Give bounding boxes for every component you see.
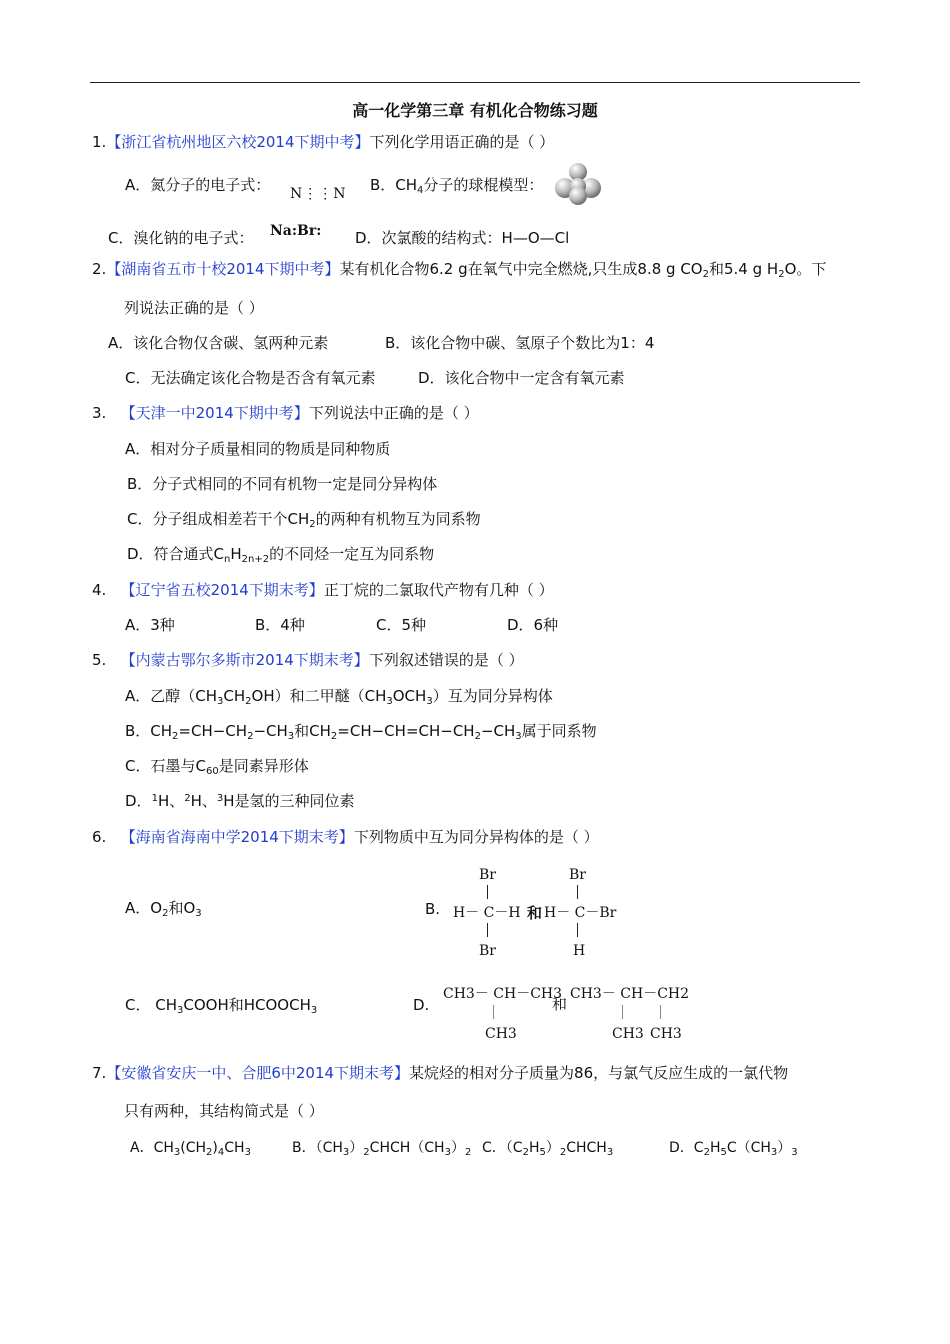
question-7-source: 【安徽省安庆一中、合肥6中2014下期末考】 [106,1064,410,1082]
question-4-option-d: D．6种 [507,616,559,634]
header-rule [90,82,860,83]
question-1-option-d: D．次氯酸的结构式：H—O—Cl [355,229,570,247]
structure-b-left-bot: Br [479,943,496,959]
question-1-stem: 1.【浙江省杭州地区六校2014下期中考】下列化学用语正确的是（ ） [92,133,555,151]
question-3-stem: 3. 【天津一中2014下期中考】下列说法中正确的是（ ） [92,404,479,422]
question-7-option-b: B．$(CH_3)_2CHCH(CH_3)_2$ [292,1140,472,1158]
question-7-option-d: D．$C_2H_5C(CH_3)_3$ [669,1140,798,1158]
structure-b-left-top: Br [479,867,496,883]
question-2-stem-line2: 列说法正确的是（ ） [124,299,264,317]
page-title: 高一化学第三章 有机化合物练习题 [352,101,598,120]
question-1-option-b: B．$CH_4$分子的球棍模型： [370,176,544,196]
question-7-stem-line2: 只有两种，其结构简式是（ ） [124,1102,324,1120]
structure-b-and: 和 [527,904,543,922]
question-2-option-b: B．该化合物中碳、氢原子个数比为1：4 [385,334,655,352]
question-5-source: 【内蒙古鄂尔多斯市2014下期末考】 [120,651,369,669]
structure-b-right-mid: H－ C－Br [544,905,617,921]
structure-d-left-main: CH3－ CH－CH3 [443,986,563,1002]
question-6-stem: 6. 【海南省海南中学2014下期末考】下列物质中互为同分异构体的是（ ） [92,828,599,846]
question-7-option-a: A．$CH_3(CH_2)_4CH_3$ [130,1140,251,1158]
question-3-option-b: B．分子式相同的不同有机物一定是同分异构体 [127,475,438,493]
question-2-stem: 2.【湖南省五市十校2014下期中考】某有机化合物6.2 g在氧气中完全燃烧,只生成8.8 g $CO_2$和5.4 g $H_2O$。下 [92,260,827,280]
question-3-option-d: D．符合通式$C_nH_{2n+2}$的不同烃一定互为同系物 [127,545,435,565]
question-6-option-a: A．$O_2$和$O_3$ [125,899,202,919]
bond-line [660,1005,661,1019]
question-7-option-c: C．$(C_2H_5)_2CHCH_3$ [482,1140,614,1158]
question-6-option-b-label: B. [425,900,441,918]
question-5-option-b: B．$CH_2=CH-CH_2-CH_3$和$CH_2=CH-CH=CH-CH_2-CH_3$属于同系物 [125,722,597,742]
question-5-stem: 5. 【内蒙古鄂尔多斯市2014下期末考】下列叙述错误的是（ ） [92,651,524,669]
bond-line [577,923,578,937]
structure-b-right-top: Br [569,867,586,883]
bond-line [493,1005,494,1019]
question-1-option-c: C．溴化钠的电子式： [108,229,254,247]
question-2-option-d: D．该化合物中一定含有氧元素 [418,369,625,387]
nitrogen-electron-formula: N⋮⋮N [290,186,347,202]
bond-line [622,1005,623,1019]
question-5-option-c: C．石墨与$C_{60}$是同素异形体 [125,757,309,777]
question-4-option-c: C．5种 [376,616,427,634]
question-1-source: 【浙江省杭州地区六校2014下期中考】 [106,133,370,151]
question-6-source: 【海南省海南中学2014下期末考】 [120,828,354,846]
question-6-option-c: C． $CH_3COOH$和$HCOOCH_3$ [125,996,318,1016]
sodium-bromide-electron-formula: Na:Br: [270,223,322,239]
question-3-source: 【天津一中2014下期中考】 [120,404,309,422]
question-7-stem: 7.【安徽省安庆一中、合肥6中2014下期末考】某烷烃的相对分子质量为86，与氯气反应生成的一氯代物 [92,1064,789,1082]
structure-d-right-branch-1: CH3 [612,1026,644,1042]
bond-line [577,885,578,899]
question-2-option-c: C．无法确定该化合物是否含有氧元素 [125,369,376,387]
question-5-option-a: A．乙醇$(CH_3CH_2OH)$和二甲醚$(CH_3OCH_3)$互为同分异构体 [125,687,553,707]
question-3-option-c: C．分子组成相差若干个$CH_2$的两种有机物互为同系物 [127,510,481,530]
question-6-option-d-label: D. [413,996,430,1014]
bond-line [487,923,488,937]
structure-b-left-mid: H－ C－H [453,905,521,921]
structure-b-right-bot: H [573,943,586,959]
structure-d-right-branch-2: CH3 [650,1026,682,1042]
question-2-source: 【湖南省五市十校2014下期中考】 [106,260,340,278]
methane-ball-stick-model-icon [554,162,602,206]
question-4-stem: 4. 【辽宁省五校2014下期末考】正丁烷的二氯取代产物有几种（ ） [92,581,554,599]
structure-d-left-branch: CH3 [485,1026,517,1042]
structure-d-right-main: CH3－ CH－CH2 [570,986,690,1002]
question-4-option-b: B．4种 [255,616,305,634]
question-4-source: 【辽宁省五校2014下期末考】 [120,581,324,599]
bond-line [487,885,488,899]
question-4-option-a: A．3种 [125,616,175,634]
question-2-option-a: A．该化合物仅含碳、氢两种元素 [108,334,329,352]
question-1-option-a: A．氮分子的电子式： [125,176,271,194]
question-3-option-a: A．相对分子质量相同的物质是同种物质 [125,440,391,458]
structure-d-and: 和 [552,995,568,1013]
question-5-option-d: D．$^1$H、$^2$H、$^3$H是氢的三种同位素 [125,792,355,810]
